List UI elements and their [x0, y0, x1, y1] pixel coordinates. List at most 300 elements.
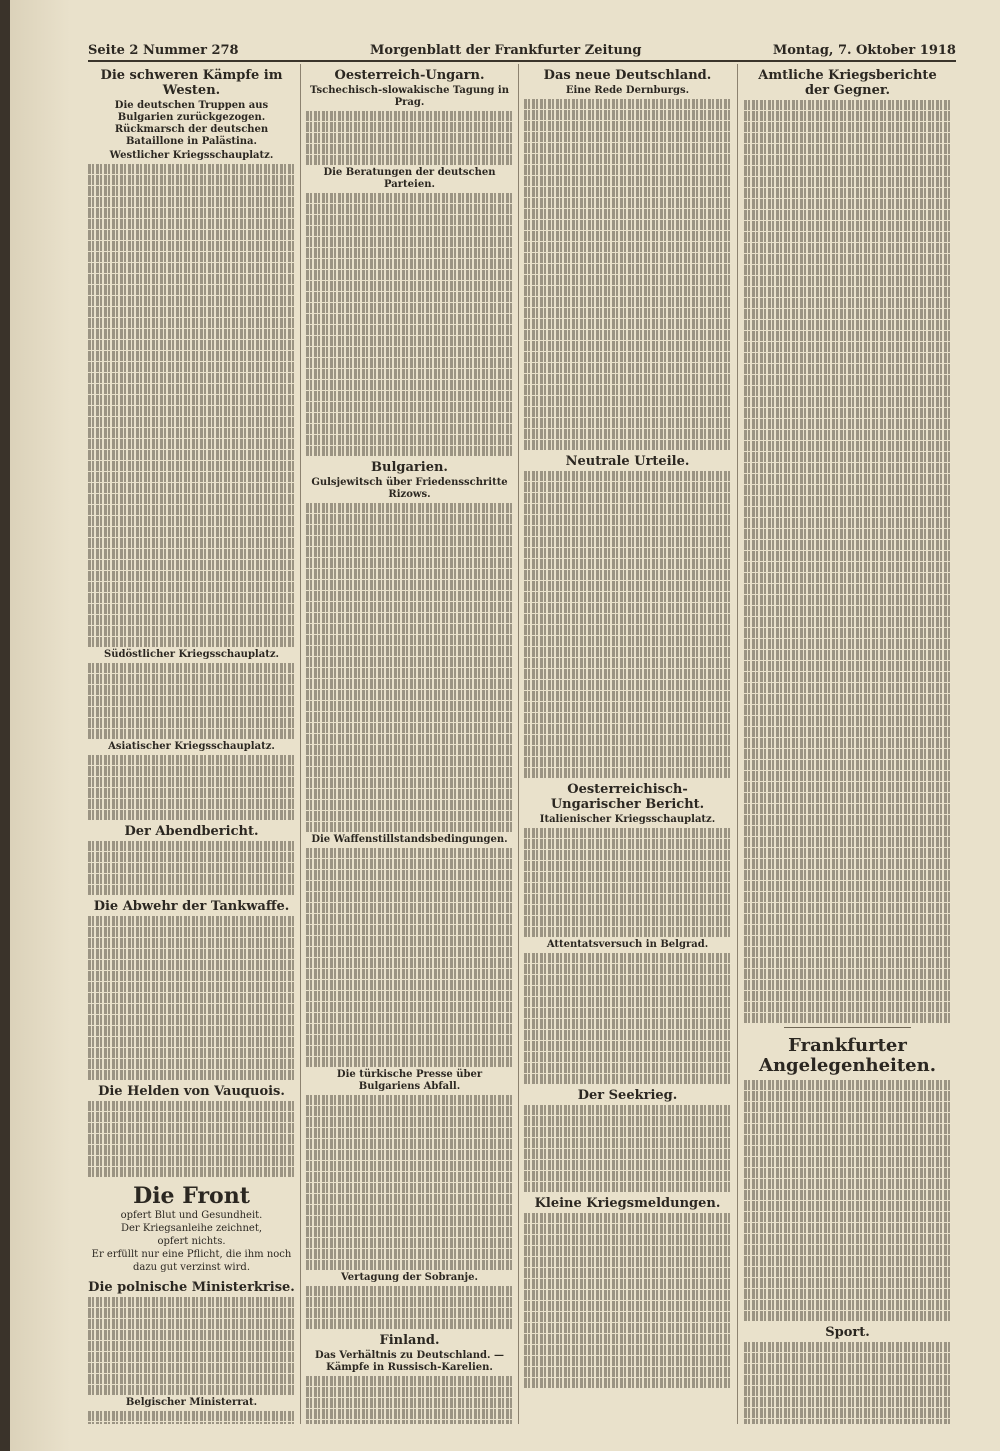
text-line: [88, 263, 295, 273]
text-line: [88, 1070, 295, 1080]
headline: Die schweren Kämpfe im Westen.: [100, 68, 283, 98]
text-line: [88, 494, 295, 504]
text-line: [306, 1249, 513, 1259]
text-line: [88, 483, 295, 493]
text-line: [524, 407, 731, 417]
ad-title: Die Front: [133, 1183, 250, 1209]
text-line: [524, 1334, 731, 1344]
text-line: [744, 232, 951, 242]
text-line: [744, 1168, 951, 1178]
column-rule: [518, 64, 519, 1424]
text-line: [744, 705, 951, 715]
text-line: [744, 914, 951, 924]
text-line: [524, 768, 731, 778]
text-line: [88, 340, 295, 350]
text-line: [524, 1041, 731, 1051]
text-line: [306, 536, 513, 546]
text-line: [306, 1238, 513, 1248]
text-line: [524, 242, 731, 252]
text-line: [306, 1117, 513, 1127]
text-line: [88, 384, 295, 394]
text-line: [744, 1223, 951, 1233]
text-line: [744, 364, 951, 374]
text-line: [524, 614, 731, 624]
text-line: [306, 734, 513, 744]
text-line: [744, 606, 951, 616]
text-line: [306, 558, 513, 568]
text-line: [524, 165, 731, 175]
text-line: [524, 927, 731, 937]
text-line: [306, 778, 513, 788]
text-line: [524, 1224, 731, 1234]
text-line: [744, 1080, 951, 1090]
text-line: [744, 694, 951, 704]
text-line: [88, 927, 295, 937]
subheadline: Das Verhältnis zu Deutschland. — Kämpfe in Russisch-Karelien.: [315, 1350, 504, 1373]
text-line: [306, 380, 513, 390]
text-line: [524, 121, 731, 131]
text-line: [88, 938, 295, 948]
text-line: [524, 99, 731, 109]
column-2: [306, 64, 513, 1424]
text-line: [744, 848, 951, 858]
text-line: [88, 799, 295, 809]
text-line: [88, 615, 295, 625]
text-line: [88, 729, 295, 739]
text-line: [88, 527, 295, 537]
text-line: [88, 971, 295, 981]
text-line: [744, 1364, 951, 1374]
text-line: [306, 226, 513, 236]
text-line: [306, 314, 513, 324]
text-line: [524, 1235, 731, 1245]
text-line: [306, 991, 513, 1001]
section-heading: Vertagung der Sobranje.: [340, 1272, 479, 1283]
text-line: [744, 188, 951, 198]
text-line: [524, 625, 731, 635]
text-line: [88, 362, 295, 372]
column-rule: [737, 64, 738, 1424]
text-line: [306, 204, 513, 214]
text-line: [88, 852, 295, 862]
headline: Das neue Deutschland.: [543, 68, 712, 83]
text-line: [744, 1408, 951, 1418]
text-line: [744, 331, 951, 341]
text-line: [744, 485, 951, 495]
text-line: [744, 309, 951, 319]
text-line: [744, 738, 951, 748]
text-line: [88, 674, 295, 684]
text-line: [306, 248, 513, 258]
text-line: [306, 1216, 513, 1226]
text-line: [88, 252, 295, 262]
text-line: [744, 892, 951, 902]
text-line: [88, 549, 295, 559]
text-line: [744, 496, 951, 506]
text-line: [524, 1030, 731, 1040]
text-line: [306, 745, 513, 755]
text-line: [306, 369, 513, 379]
text-line: [744, 1234, 951, 1244]
text-line: [524, 264, 731, 274]
text-line: [306, 679, 513, 689]
text-line: [744, 353, 951, 363]
text-line: [524, 1182, 731, 1192]
text-line: [744, 1113, 951, 1123]
text-line: [744, 1157, 951, 1167]
ad-line: Der Kriegsanleihe zeichnet,: [120, 1223, 263, 1234]
text-line: [744, 859, 951, 869]
text-line: [306, 237, 513, 247]
section-heading: Asiatischer Kriegsschauplatz.: [108, 741, 275, 752]
text-line: [88, 186, 295, 196]
headline: Frankfurter Angelegenheiten.: [758, 1035, 936, 1076]
text-line: [744, 265, 951, 275]
text-line: [524, 636, 731, 646]
text-line: [88, 373, 295, 383]
text-line: [744, 793, 951, 803]
text-line: [306, 1013, 513, 1023]
text-line: [88, 1123, 295, 1133]
text-line: [88, 1156, 295, 1166]
headline: Der Seekrieg.: [577, 1088, 678, 1103]
text-line: [524, 647, 731, 657]
text-line: [88, 1037, 295, 1047]
text-line: [306, 144, 513, 154]
text-line: [88, 810, 295, 820]
text-line: [88, 296, 295, 306]
text-line: [524, 581, 731, 591]
text-line: [306, 1057, 513, 1067]
text-line: [88, 604, 295, 614]
text-line: [306, 193, 513, 203]
text-line: [306, 767, 513, 777]
text-line: [744, 562, 951, 572]
text-line: [306, 503, 513, 513]
text-line: [524, 1257, 731, 1267]
text-line: [306, 347, 513, 357]
text-line: [744, 375, 951, 385]
text-line: [744, 463, 951, 473]
text-line: [524, 1356, 731, 1366]
text-line: [306, 657, 513, 667]
text-line: [744, 254, 951, 264]
text-line: [744, 815, 951, 825]
text-line: [88, 663, 295, 673]
text-line: [524, 964, 731, 974]
ad-line: opfert Blut und Gesundheit.: [120, 1210, 263, 1221]
text-line: [306, 569, 513, 579]
text-line: [744, 1386, 951, 1396]
text-line: [306, 292, 513, 302]
text-line: [88, 560, 295, 570]
text-line: [306, 1420, 513, 1424]
text-line: [88, 1297, 295, 1307]
text-line: [88, 1167, 295, 1177]
text-line: [306, 111, 513, 121]
text-line: [306, 892, 513, 902]
text-line: [524, 515, 731, 525]
text-line: [524, 319, 731, 329]
text-line: [88, 571, 295, 581]
text-line: [524, 1213, 731, 1223]
text-line: [306, 1387, 513, 1397]
text-line: [744, 320, 951, 330]
text-line: [524, 839, 731, 849]
text-line: [306, 903, 513, 913]
text-line: [306, 1286, 513, 1296]
text-line: [524, 1160, 731, 1170]
text-line: [306, 624, 513, 634]
text-line: [88, 1319, 295, 1329]
text-line: [88, 593, 295, 603]
text-line: [744, 474, 951, 484]
text-line: [88, 1422, 295, 1424]
text-line: [524, 154, 731, 164]
headline: Kleine Kriegsmeldungen.: [534, 1196, 721, 1211]
text-line: [306, 1398, 513, 1408]
text-line: [88, 1134, 295, 1144]
divider: [784, 1027, 911, 1028]
text-line: [744, 881, 951, 891]
text-line: [306, 1319, 513, 1329]
text-line: [744, 1245, 951, 1255]
text-line: [744, 969, 951, 979]
text-line: [306, 723, 513, 733]
text-line: [88, 175, 295, 185]
text-line: [88, 1411, 295, 1421]
text-line: [306, 881, 513, 891]
text-line: [744, 771, 951, 781]
ad-line: dazu gut verzinst wird.: [133, 1262, 250, 1273]
text-line: [88, 1048, 295, 1058]
text-line: [524, 275, 731, 285]
text-line: [88, 1385, 295, 1395]
text-line: [744, 1135, 951, 1145]
text-line: [306, 413, 513, 423]
text-line: [524, 916, 731, 926]
text-line: [744, 177, 951, 187]
column-1: [88, 64, 295, 1424]
section-heading: Die türkische Presse über Bulgariens Abfall.: [336, 1069, 483, 1092]
text-line: [88, 1026, 295, 1036]
text-line: [306, 811, 513, 821]
text-line: [524, 702, 731, 712]
text-line: [524, 396, 731, 406]
text-line: [88, 863, 295, 873]
text-line: [306, 259, 513, 269]
text-line: [306, 446, 513, 456]
text-line: [744, 221, 951, 231]
text-line: [744, 507, 951, 517]
text-line: [744, 683, 951, 693]
text-line: [88, 626, 295, 636]
text-line: [306, 514, 513, 524]
text-line: [88, 516, 295, 526]
text-line: [306, 701, 513, 711]
text-line: [306, 133, 513, 143]
subheadline: Die deutschen Truppen aus Bulgarien zurückgezogen. Rückmarsch der deutschen Bataillone in Palästina.: [114, 100, 269, 147]
text-line: [524, 680, 731, 690]
text-line: [524, 1367, 731, 1377]
text-line: [524, 1312, 731, 1322]
text-line: [88, 916, 295, 926]
text-line: [88, 582, 295, 592]
headline: Sport.: [825, 1325, 870, 1340]
text-line: [744, 716, 951, 726]
text-line: [306, 1024, 513, 1034]
text-line: [524, 132, 731, 142]
text-line: [306, 1227, 513, 1237]
headline: Amtliche Kriegsberichte der Gegner.: [758, 68, 937, 98]
text-line: [306, 914, 513, 924]
text-line: [524, 1301, 731, 1311]
text-line: [88, 755, 295, 765]
text-line: [88, 1363, 295, 1373]
section-heading: Die Waffenstillstandsbedingungen.: [311, 834, 508, 845]
headline: Die polnische Ministerkrise.: [88, 1280, 295, 1295]
page-number: Seite 2 Nummer 278: [88, 43, 239, 58]
text-line: [744, 1353, 951, 1363]
text-line: [744, 1397, 951, 1407]
text-line: [306, 925, 513, 935]
text-line: [744, 749, 951, 759]
headline: Oesterreich-Ungarn.: [334, 68, 485, 83]
text-line: [744, 958, 951, 968]
text-line: [744, 1201, 951, 1211]
text-line: [306, 1297, 513, 1307]
text-line: [306, 1308, 513, 1318]
text-line: [524, 308, 731, 318]
text-line: [524, 363, 731, 373]
text-line: [524, 828, 731, 838]
text-line: [306, 424, 513, 434]
text-line: [524, 861, 731, 871]
text-line: [88, 307, 295, 317]
text-line: [306, 122, 513, 132]
text-line: [306, 800, 513, 810]
text-line: [88, 461, 295, 471]
text-line: [524, 746, 731, 756]
text-line: [306, 591, 513, 601]
text-line: [744, 1146, 951, 1156]
text-line: [524, 1019, 731, 1029]
text-line: [306, 215, 513, 225]
text-line: [88, 428, 295, 438]
headline: Finland.: [379, 1333, 440, 1348]
text-line: [744, 1002, 951, 1012]
text-line: [88, 1352, 295, 1362]
text-line: [744, 540, 951, 550]
text-line: [744, 529, 951, 539]
text-line: [744, 826, 951, 836]
text-line: [744, 1013, 951, 1023]
headline: Die Helden von Vauquois.: [98, 1084, 285, 1099]
text-line: [744, 342, 951, 352]
text-line: [88, 439, 295, 449]
headline: Neutrale Urteile.: [565, 454, 690, 469]
text-line: [744, 518, 951, 528]
text-line: [524, 570, 731, 580]
issue-date: Montag, 7. Oktober 1918: [772, 43, 956, 58]
subheadline: Eine Rede Dernburgs.: [565, 85, 690, 96]
text-line: [88, 230, 295, 240]
text-line: [88, 766, 295, 776]
text-line: [524, 1246, 731, 1256]
text-line: [744, 1289, 951, 1299]
text-line: [744, 584, 951, 594]
text-line: [524, 330, 731, 340]
text-line: [88, 696, 295, 706]
text-line: [524, 385, 731, 395]
text-line: [744, 1300, 951, 1310]
column-4: [744, 64, 951, 1424]
text-line: [88, 707, 295, 717]
text-line: [524, 341, 731, 351]
text-line: [744, 551, 951, 561]
text-line: [306, 1260, 513, 1270]
headline: Die Abwehr der Tankwaffe.: [93, 899, 290, 914]
section-heading: Attentatsversuch in Belgrad.: [546, 939, 709, 950]
text-line: [88, 718, 295, 728]
text-line: [306, 1139, 513, 1149]
binding-gutter: [0, 0, 10, 1451]
text-line: [306, 281, 513, 291]
text-line: [744, 672, 951, 682]
text-line: [306, 336, 513, 346]
text-line: [524, 209, 731, 219]
text-line: [306, 1194, 513, 1204]
text-line: [88, 1145, 295, 1155]
text-line: [306, 936, 513, 946]
text-line: [744, 199, 951, 209]
text-line: [306, 1095, 513, 1105]
text-line: [744, 980, 951, 990]
subheadline: Italienischer Kriegsschauplatz.: [539, 814, 716, 825]
text-line: [306, 580, 513, 590]
text-line: [744, 628, 951, 638]
text-line: [524, 253, 731, 263]
text-line: [524, 603, 731, 613]
text-line: [306, 270, 513, 280]
text-line: [88, 505, 295, 515]
text-line: [744, 276, 951, 286]
text-line: [524, 1116, 731, 1126]
text-line: [88, 949, 295, 959]
text-line: [306, 958, 513, 968]
text-line: [744, 925, 951, 935]
text-line: [744, 441, 951, 451]
text-line: [306, 822, 513, 832]
text-line: [524, 440, 731, 450]
headline: Der Abendbericht.: [124, 824, 259, 839]
text-line: [306, 947, 513, 957]
text-line: [524, 143, 731, 153]
text-line: [88, 450, 295, 460]
text-line: [524, 1279, 731, 1289]
newspaper-title: Morgenblatt der Frankfurter Zeitung: [370, 43, 642, 58]
text-line: [744, 430, 951, 440]
text-line: [88, 197, 295, 207]
text-line: [88, 219, 295, 229]
text-line: [744, 903, 951, 913]
text-line: [744, 100, 951, 110]
section-heading: Westlicher Kriegsschauplatz.: [109, 150, 274, 161]
text-line: [88, 1308, 295, 1318]
text-line: [744, 210, 951, 220]
text-line: [88, 885, 295, 895]
text-line: [88, 1112, 295, 1122]
